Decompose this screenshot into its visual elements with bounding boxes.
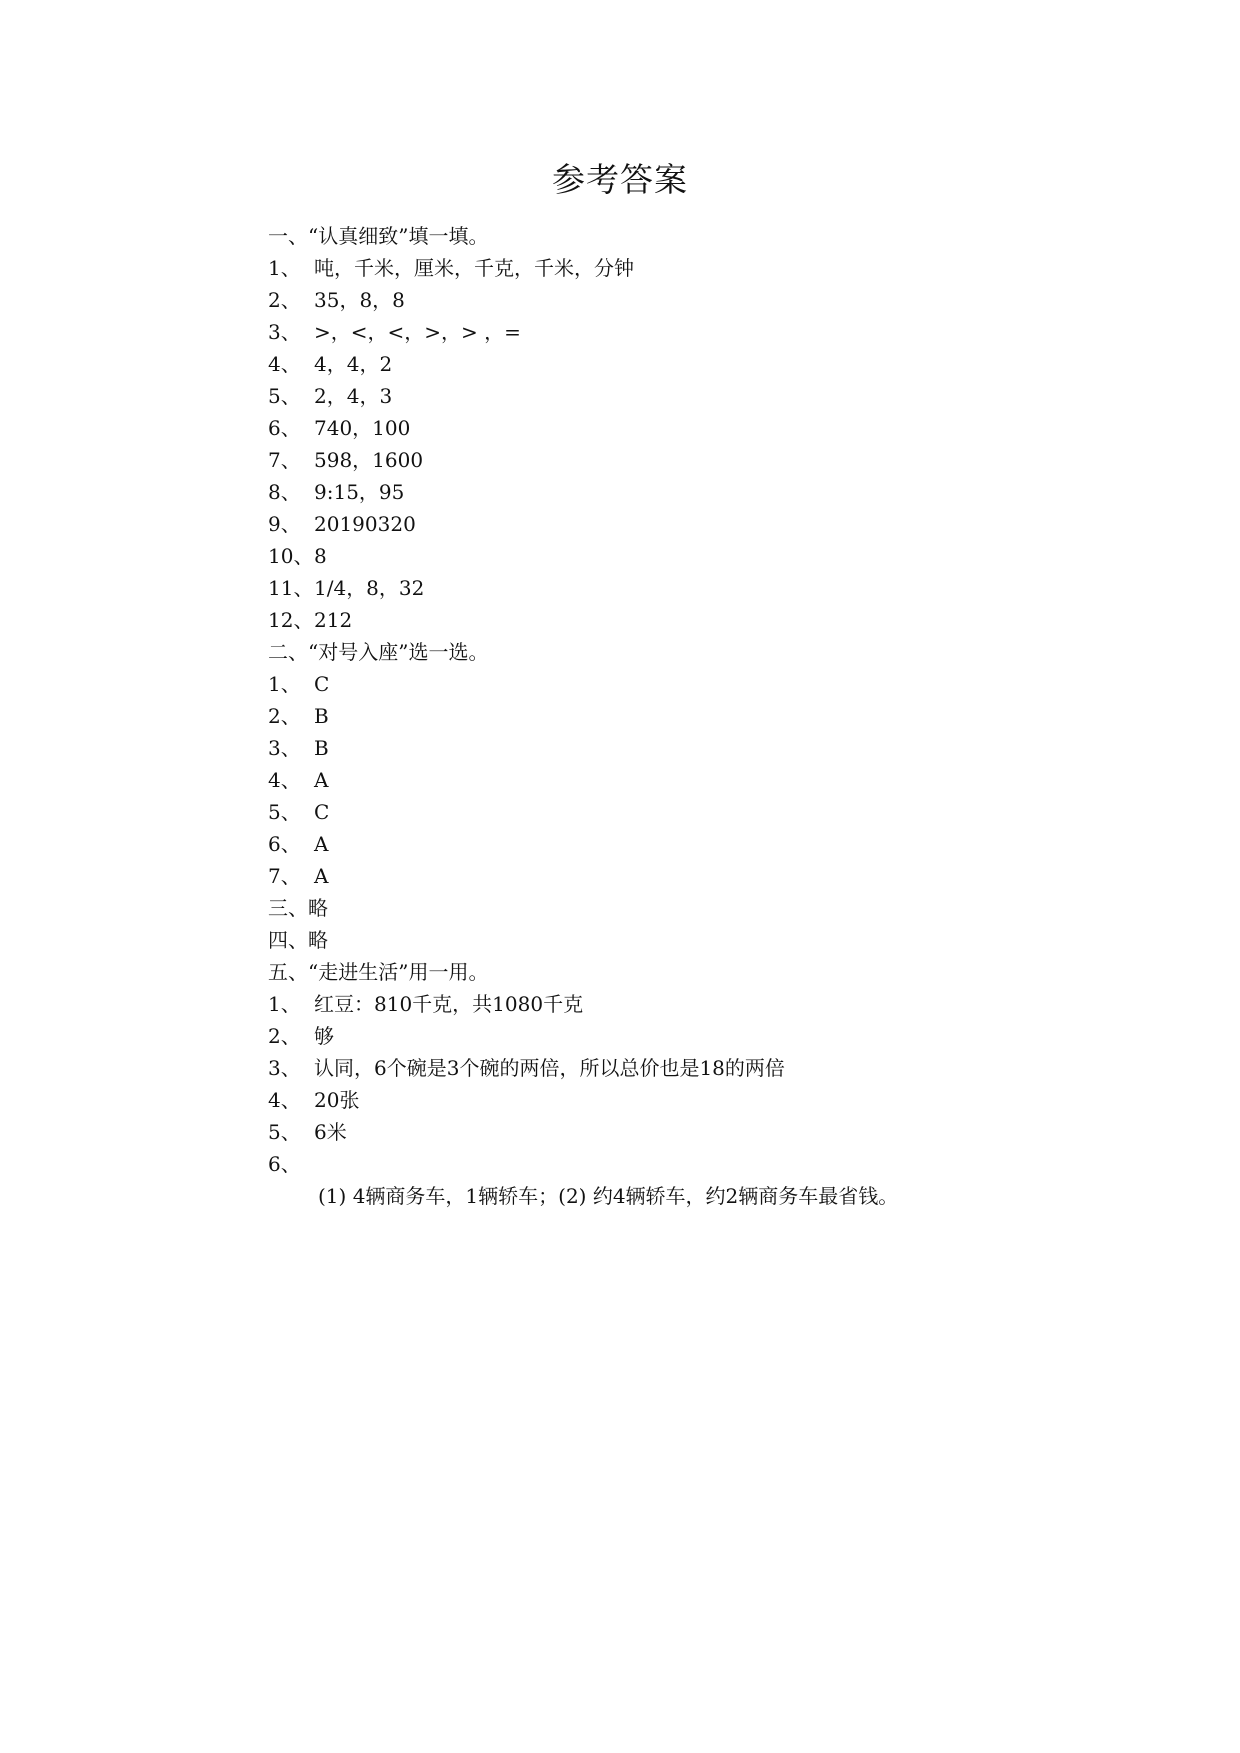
item-number: 12、 xyxy=(268,608,314,632)
answer-item xyxy=(268,252,634,284)
item-answer: A xyxy=(314,768,329,792)
item-number: 7、 xyxy=(268,448,301,472)
answer-item xyxy=(268,284,405,316)
item-answer: B xyxy=(314,704,329,728)
section-3-heading: 三、略 xyxy=(268,896,328,920)
answer-item xyxy=(268,316,521,348)
answer-subitem: (1) 4辆商务车，1辆轿车；(2) 约4辆轿车，约2辆商务车最省钱。 xyxy=(318,1184,899,1208)
item-answer: 598，1600 xyxy=(314,448,424,472)
item-answer: 20张 xyxy=(314,1088,360,1112)
item-answer: 够 xyxy=(314,1024,334,1048)
answer-item xyxy=(268,508,416,540)
section-1-heading: 一、“认真细致”填一填。 xyxy=(268,224,489,248)
answer-item xyxy=(268,764,328,796)
item-answer: 740，100 xyxy=(314,416,411,440)
answer-item xyxy=(268,572,424,604)
item-number: 4、 xyxy=(268,768,301,792)
answer-item xyxy=(268,796,329,828)
answer-item xyxy=(268,1052,785,1084)
item-answer: B xyxy=(314,736,329,760)
item-number: 9、 xyxy=(268,512,301,536)
item-answer: C xyxy=(314,800,330,824)
item-number: 4、 xyxy=(268,1088,301,1112)
page-title: 参考答案 xyxy=(552,160,688,199)
item-answer: >，<，<，>，> ，= xyxy=(314,320,521,344)
answer-item xyxy=(268,1020,334,1052)
item-number: 2、 xyxy=(268,1024,301,1048)
item-answer: 1/4，8，32 xyxy=(314,576,425,600)
answer-item xyxy=(268,700,329,732)
item-number: 3、 xyxy=(268,1056,301,1080)
item-answer: 35，8，8 xyxy=(314,288,405,312)
item-number: 6、 xyxy=(268,416,301,440)
item-answer: 212 xyxy=(314,608,353,632)
item-number: 2、 xyxy=(268,288,301,312)
answer-item xyxy=(268,540,327,572)
section-2-heading: 二、“对号入座”选一选。 xyxy=(268,640,489,664)
answer-item xyxy=(268,1084,359,1116)
answer-item xyxy=(268,828,328,860)
item-answer: 8 xyxy=(314,544,327,568)
item-answer: 20190320 xyxy=(314,512,416,536)
answer-item xyxy=(268,444,423,476)
item-answer: 吨，千米，厘米，千克，千米，分钟 xyxy=(314,256,634,280)
item-number: 10、 xyxy=(268,544,314,568)
section-4-heading: 四、略 xyxy=(268,928,328,952)
item-number: 1、 xyxy=(268,256,301,280)
item-answer: 2，4，3 xyxy=(314,384,393,408)
answer-item xyxy=(268,988,583,1020)
item-number: 6、 xyxy=(268,832,301,856)
item-answer: 6米 xyxy=(314,1120,347,1144)
item-answer: 认同，6个碗是3个碗的两倍，所以总价也是18的两倍 xyxy=(314,1056,785,1080)
item-number: 3、 xyxy=(268,320,301,344)
section-5-heading: 五、“走进生活”用一用。 xyxy=(268,960,489,984)
answer-item xyxy=(268,668,329,700)
item-answer: 4，4，2 xyxy=(314,352,393,376)
item-number: 5、 xyxy=(268,384,301,408)
item-number: 11、 xyxy=(268,576,314,600)
answer-item xyxy=(268,604,352,636)
answer-item xyxy=(268,412,410,444)
item-answer: 9:15，95 xyxy=(314,480,405,504)
item-number: 8、 xyxy=(268,480,301,504)
answer-item xyxy=(268,732,329,764)
item-number: 2、 xyxy=(268,704,301,728)
answer-item xyxy=(268,860,328,892)
answer-item xyxy=(268,348,392,380)
item-number: 3、 xyxy=(268,736,301,760)
item-answer: A xyxy=(314,832,329,856)
item-number: 4、 xyxy=(268,352,301,376)
item-answer: A xyxy=(314,864,329,888)
answer-item xyxy=(268,476,404,508)
item-number: 5、 xyxy=(268,800,301,824)
item-number: 1、 xyxy=(268,992,301,1016)
answer-item xyxy=(268,1116,347,1148)
item-answer: 红豆：810千克，共1080千克 xyxy=(314,992,584,1016)
item-number: 7、 xyxy=(268,864,301,888)
item-answer: C xyxy=(314,672,330,696)
item-number: 1、 xyxy=(268,672,301,696)
item-number: 6、 xyxy=(268,1152,301,1176)
answer-item xyxy=(268,1148,314,1180)
answer-item xyxy=(268,380,392,412)
item-number: 5、 xyxy=(268,1120,301,1144)
